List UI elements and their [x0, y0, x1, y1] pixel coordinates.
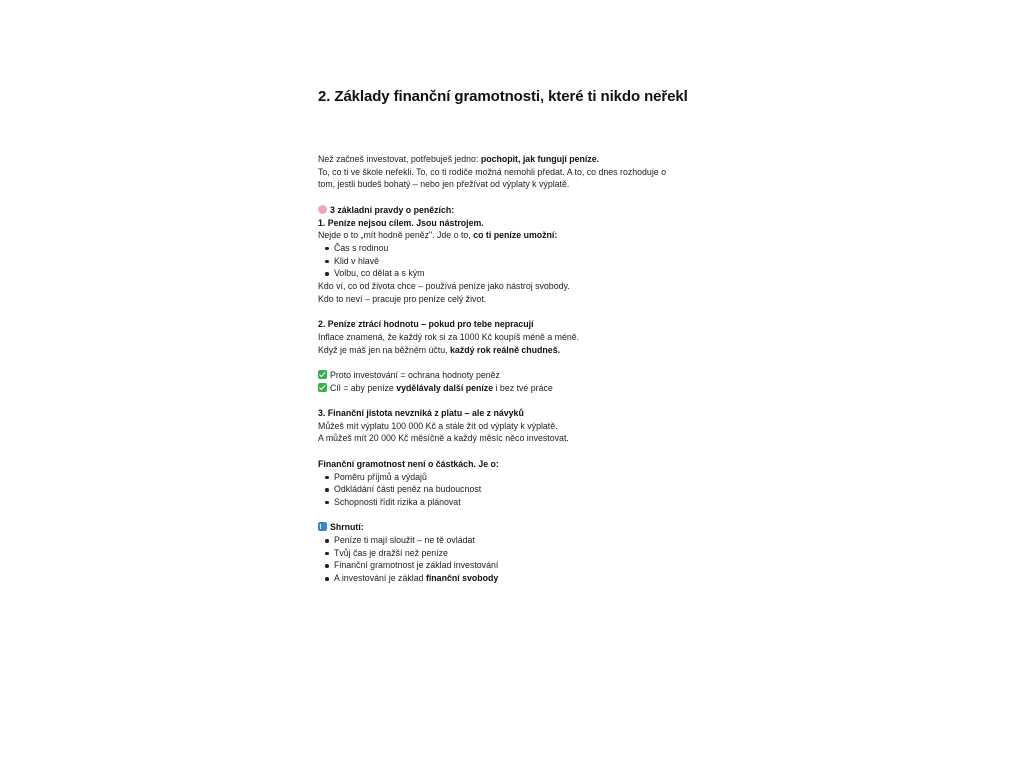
list-item: Odkládání části peněz na budoucnost — [334, 483, 718, 496]
literacy-heading — [318, 458, 718, 471]
truth-3-line-2: A můžeš mít 20 000 Kč měsíčně a každý měsíc něco investovat. — [318, 433, 569, 444]
truth-1-heading — [318, 217, 718, 230]
truth-3-heading — [318, 407, 718, 420]
truth-1-line — [318, 229, 718, 242]
brain-icon — [318, 205, 327, 214]
intro-line-1 — [318, 153, 718, 166]
truths-heading-text: 3 základní pravdy o penězích: — [330, 204, 455, 215]
check-line-1 — [318, 369, 718, 382]
intro-emphasis: pochopit, jak fungují peníze. — [480, 154, 600, 164]
truth-1-heading-text: 1. Peníze nejsou cílem. Jsou nástrojem. — [318, 217, 484, 228]
truth-2-text: Když je máš jen na běžném účtu, — [318, 344, 451, 355]
truth-3-line-1: Můžeš mít výplatu 100 000 Kč a stále žít od výplaty k výplatě. — [318, 420, 558, 431]
truth-2-heading-text: 2. Peníze ztrácí hodnotu – pokud pro tebe nepracují — [318, 319, 534, 330]
literacy-heading-text: Finanční gramotnost není o částkách. Je o: — [318, 458, 499, 469]
summary-list — [318, 534, 718, 585]
truth-2-line-1: Inflace znamená, že každý rok si za 1000 Kč koupíš méně a méně. — [318, 331, 580, 342]
summary-last-text: A investování je základ — [334, 573, 426, 584]
list-item: Klid v hlavě — [334, 255, 718, 268]
book-icon — [318, 522, 327, 531]
truth-2-emphasis: každý rok reálně chudneš. — [450, 344, 561, 355]
list-item: Finanční gramotnost je základ investování — [334, 559, 718, 572]
list-item: Čas s rodinou — [334, 242, 718, 255]
truths-heading — [318, 204, 718, 217]
list-item: Tvůj čas je dražší než peníze — [334, 547, 718, 560]
truth-1-after-1: Kdo ví, co od života chce – používá peníze jako nástroj svobody. — [318, 281, 570, 292]
truth-1-list — [318, 242, 718, 280]
check-2-text: Cíl = aby peníze — [330, 382, 397, 393]
list-item — [334, 572, 718, 585]
intro-line-2: To, co ti ve škole neřekli. To, co ti rodiče možná nemohli předat. A to, co dnes rozhoduje o — [318, 166, 666, 177]
summary-last-emphasis: finanční svobody — [425, 573, 499, 584]
truth-2-line-2 — [318, 344, 718, 357]
truth-1-emphasis: co ti peníze umožní: — [473, 230, 558, 241]
list-item: Volbu, co dělat a s kým — [334, 267, 718, 280]
summary-heading — [318, 521, 718, 534]
intro-text: Než začneš investovat, potřebuješ jedno: — [318, 154, 481, 164]
page-title: 2. Základy finanční gramotnosti, které ti nikdo neřekl — [318, 88, 688, 105]
document-body — [318, 153, 718, 585]
truth-1-text: Nejde o to „mít hodně peněz". Jde o to, — [318, 230, 474, 241]
truth-3-heading-text: 3. Finanční jistota nevzniká z platu – ale z návyků — [318, 408, 524, 418]
literacy-list — [318, 471, 718, 509]
truth-1-after-2: Kdo to neví – pracuje pro peníze celý život. — [318, 293, 487, 304]
check-2-emphasis: vydělávaly další peníze — [396, 382, 494, 393]
document-header — [318, 86, 718, 108]
check-2-end: i bez tvé práce — [493, 382, 553, 393]
list-item: Peníze ti mají sloužit – ne tě ovládat — [334, 534, 718, 547]
list-item: Poměru příjmů a výdajů — [334, 471, 718, 484]
truth-2-heading — [318, 318, 718, 331]
summary-heading-text: Shrnutí: — [330, 522, 364, 533]
check-icon — [318, 370, 327, 379]
intro-line-3: tom, jestli budeš bohatý – nebo jen přežívat od výplaty k výplatě. — [318, 179, 570, 190]
list-item: Schopnosti řídit rizika a plánovat — [334, 496, 718, 509]
check-1-text: Proto investování = ochrana hodnoty peněz — [330, 369, 500, 380]
check-icon — [318, 383, 327, 392]
check-line-2 — [318, 382, 718, 395]
